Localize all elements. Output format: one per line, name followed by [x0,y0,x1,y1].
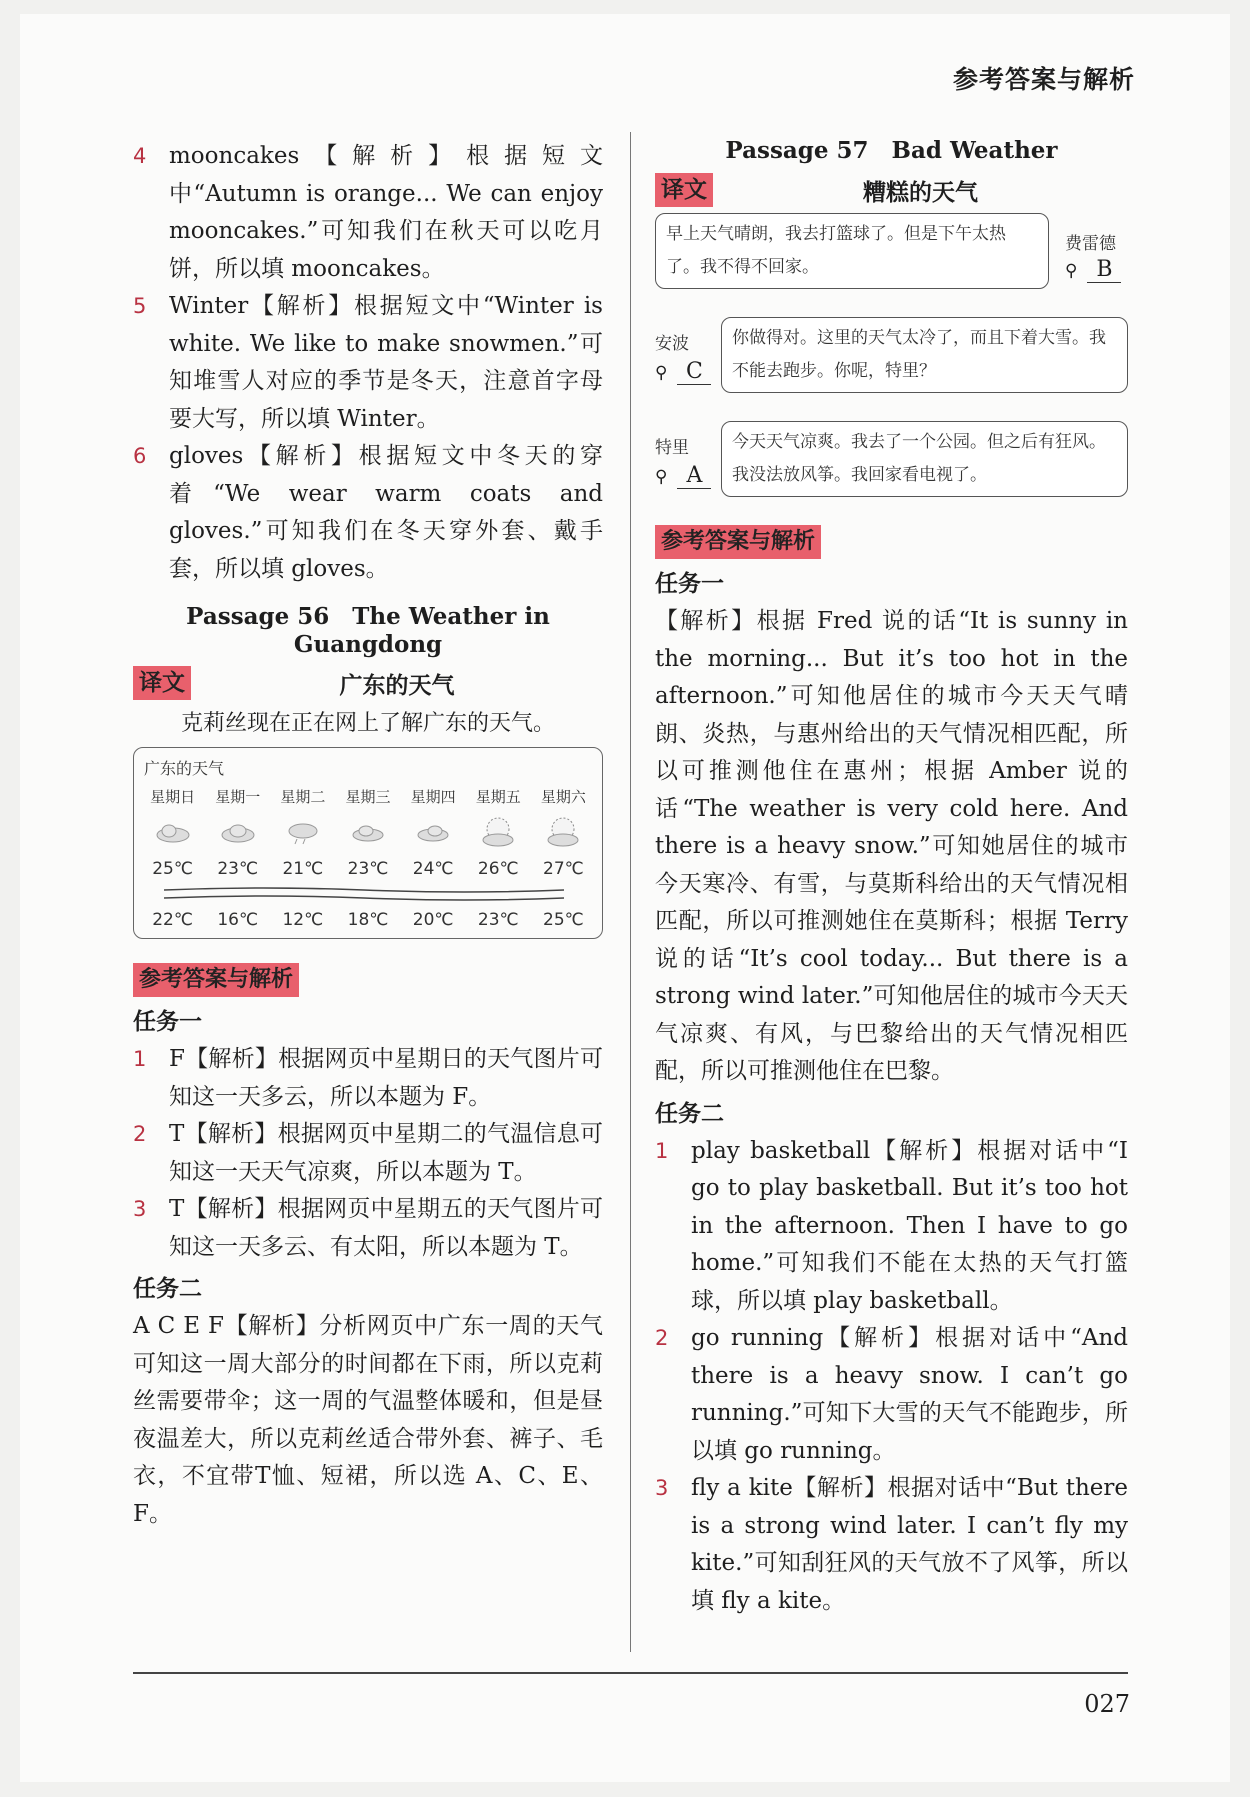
item-text: gloves【解析】根据短文中冬天的穿着“We wear warm coats and gloves.”可知我们在冬天穿外套、戴手套，所以填 gloves。 [169,443,603,582]
running-header: 参考答案与解析 [952,65,1135,94]
weather-day [401,786,466,930]
speech-bubble: 早上天气晴朗，我去打篮球了。但是下午太热了。我不得不回家。 [655,213,1049,289]
answer-slot [655,463,711,489]
item-number: 6 [133,444,147,468]
weather-day [270,786,335,930]
speech-bubble: 你做得对。这里的天气太冷了，而且下着大雪。我不能去跑步。你呢，特里？ [721,317,1128,393]
passage-title: Passage 57 Bad Weather [725,137,1058,164]
item-text: F【解析】根据网页中星期日的天气图片可知这一天多云，所以本题为 F。 [169,1046,603,1110]
speaker-name: 特里 [655,438,689,458]
dialog-row [655,317,1128,405]
item-text: play basketball【解析】根据对话中“I go to play basketball. But it’s too hot in the afternoon. Then I have to go home.”可知我们不能在太热的天气打篮球，所以填 play basketball。 [691,1137,1128,1314]
item-number: 3 [655,1476,669,1500]
low-temp: 22℃ [152,910,193,930]
item-text: mooncakes【解析】根据短文中“Autumn is orange... We can enjoy mooncakes.”可知我们在秋天可以吃月饼，所以填 mooncakes。 [169,143,603,282]
task-heading: 任务一 [655,571,724,597]
low-temp: 25℃ [543,910,584,930]
weather-panel [133,747,603,939]
task-explanation: 【解析】根据 Fred 说的话“It is sunny in the morning... But it’s too hot in the afternoon.”可知他居住的城市今天天气晴朗、炎热，与惠州给出的天气情况相匹配，所以可推测他住在惠州；根据 Amber 说的话“The weather is very cold here. And there is a heavy snow.”可知她居住的城市今天寒冷、有雪，与莫斯科给出的天气情况相匹配，所以可推测她住在莫斯科；根据 Terry 说的话“It’s cool today... But there is a strong wind later.”可知他居住的城市今天天气凉爽、有风，与巴黎给出的天气情况相匹配，所以可推测他住在巴黎。 [655,608,1128,1084]
day-name: 星期一 [215,788,261,806]
low-temp: 23℃ [477,910,519,930]
weather-day [335,786,400,930]
location-pin-icon: ⚲ [655,467,668,487]
low-temp: 12℃ [282,910,324,930]
cloud-icon [335,810,400,854]
cloud-icon [140,810,205,854]
translation-heading [655,171,1128,209]
translation-tag: 译文 [655,173,713,207]
location-pin-icon: ⚲ [655,363,668,383]
weather-day [466,786,531,930]
item-number: 5 [133,294,147,318]
high-temp: 23℃ [217,859,259,879]
task-heading: 任务一 [133,1009,202,1035]
weather-day [205,786,270,930]
item-text: Winter【解析】根据短文中“Winter is white. We like to make snowmen.”可知堆雪人对应的季节是冬天，注意首字母要大写，所以填 Winter。 [169,293,603,432]
item-text: go running【解析】根据对话中“And there is a heavy snow. I can’t go running.”可知下大雪的天气不能跑步，所以填 go running。 [691,1325,1128,1464]
high-temp: 24℃ [412,859,454,879]
answer-letter: A [677,463,711,489]
sun-cloud-icon [466,810,531,854]
translation-title: 广东的天气 [339,672,455,699]
answer-item [133,138,603,288]
answer-item [655,1133,1128,1321]
high-temp: 26℃ [477,859,519,879]
low-temp: 20℃ [412,910,454,930]
task-explanation: A C E F【解析】分析网页中广东一周的天气可知这一周大部分的时间都在下雨，所以克莉丝需要带伞；这一周的气温整体暖和，但是昼夜温差大，所以克莉丝适合带外套、裤子、毛衣，不宜带T恤、短裙，所以选 A、C、E、F。 [133,1313,603,1527]
dialog-row [655,421,1128,509]
item-number: 1 [655,1138,669,1163]
answer-item [133,438,603,588]
answer-tag: 参考答案与解析 [655,525,821,559]
page-number: 027 [1084,1690,1130,1718]
item-number: 2 [133,1122,147,1146]
day-name: 星期二 [280,788,326,806]
weather-panel-title: 广东的天气 [144,759,225,778]
answer-letter: C [677,359,711,385]
right-column [655,138,1128,1620]
task-heading: 任务二 [133,1276,202,1302]
location-pin-icon: ⚲ [1065,261,1078,281]
translation-intro: 克莉丝现在正在网上了解广东的天气。 [180,711,555,736]
column-divider [630,132,631,1652]
item-number: 2 [655,1326,669,1350]
translation-tag: 译文 [133,666,191,700]
sun-cloud-icon [531,810,596,854]
cloud-icon [205,810,270,854]
answer-item [133,1041,603,1116]
high-temp: 23℃ [347,859,389,879]
cloud-icon [270,810,335,854]
speech-bubble: 今天天气凉爽。我去了一个公园。但之后有狂风。我没法放风筝。我回家看电视了。 [721,421,1128,497]
translation-title: 糟糕的天气 [863,179,978,206]
weather-week [140,786,596,930]
left-column [133,138,603,1533]
footer-rule [133,1672,1128,1674]
cloud-icon [401,810,466,854]
item-number: 3 [133,1197,147,1221]
answer-slot [1065,257,1121,283]
low-temp: 16℃ [217,910,259,930]
weather-day [140,786,205,930]
answer-item [133,288,603,438]
speaker-name: 安波 [655,334,689,354]
passage-title: Passage 56 The Weather in Guangdong [186,603,550,658]
day-name: 星期四 [410,788,456,806]
answer-item [655,1470,1128,1620]
answer-item [655,1320,1128,1470]
high-temp: 25℃ [152,859,193,879]
translation-heading [133,664,603,702]
high-temp: 21℃ [282,859,324,879]
item-number: 1 [133,1047,147,1071]
weather-day [531,786,596,930]
day-name: 星期三 [345,788,391,806]
answer-tag: 参考答案与解析 [133,963,299,997]
dialog-row [655,213,1128,301]
item-number: 4 [133,144,147,168]
answer-item [133,1191,603,1266]
answer-slot [655,359,711,385]
high-temp: 27℃ [543,859,584,879]
item-text: fly a kite【解析】根据对话中“But there is a strong wind later. I can’t fly my kite.”可知刮狂风的天气放不了风筝，所以填 fly a kite。 [691,1475,1128,1614]
low-temp: 18℃ [347,910,389,930]
item-text: T【解析】根据网页中星期二的气温信息可知这一天天气凉爽，所以本题为 T。 [169,1121,603,1185]
day-name: 星期日 [150,788,196,806]
answer-letter: B [1087,257,1121,283]
day-name: 星期五 [475,788,521,806]
speaker-name: 费雷德 [1065,234,1116,254]
day-name: 星期六 [540,788,586,806]
answer-item [133,1116,603,1191]
task-heading: 任务二 [655,1100,724,1127]
item-text: T【解析】根据网页中星期五的天气图片可知这一天多云、有太阳，所以本题为 T。 [169,1196,603,1260]
